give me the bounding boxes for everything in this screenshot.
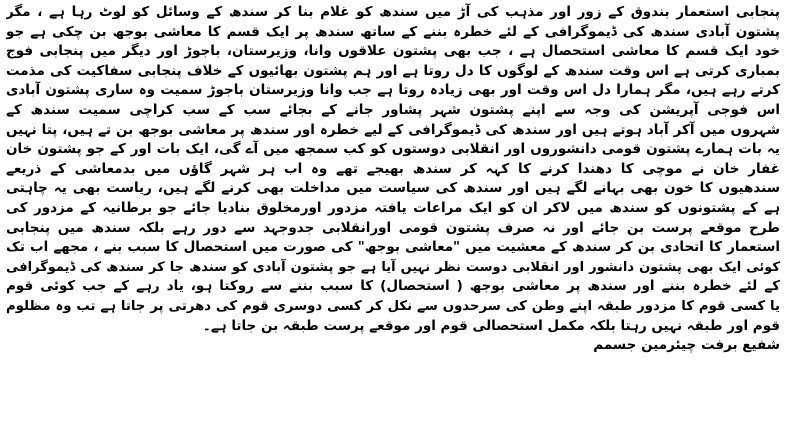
article-line: اس فوجی آپریشن کی وجہ سے اپنے پشتون شہر پشاور جانے کے بجائے سب کے سب کراچی سمیت سندھ کے <box>6 101 780 118</box>
article-line: پنجابی استعمار بندوق کے زور اور مذہب کی آڑ میں سندھ کو غلام بنا کر سندھ کے وسائل کو لوٹ رہا ہے ، مگر <box>6 4 780 20</box>
author-signature: شفیع برفت چیئرمین جسمم <box>593 337 780 354</box>
article-line: کوئی ایک بھی پشتون دانشور اور انقلابی دوست نظر نہیں آیا ہے جو پشتون آبادی کو سندھ جا کر سندھ کی ڈیموگرافی <box>6 259 780 275</box>
article-line: پشتون آبادی سندھ کی ڈیموگرافی کے لئے خطرہ بننے کے ساتھ سندھ پر ایک قسم کا معاشی بوجھ بن چکی ہے جو <box>6 23 780 40</box>
article-line: غفار خان نے موچی کا دھندا کرنے کا کہہ کر سندھ بھیجے تھے وہ اب ہر شہر گاؤں میں بدمعاشی کے ذریعے <box>6 160 780 177</box>
article-line: یا کسی قوم کا مزدور طبقہ اپنے وطن کی سرحدوں سے نکل کر کسی دوسری قوم کی دھرتی پر جاتا ہے تب وہ مظلوم <box>6 298 780 314</box>
article-line: قوم اور طبقہ نہیں رہتا بلکہ مکمل استحصالی قوم اور موقعے پرست طبقہ بن جاتا ہے۔ <box>202 317 780 334</box>
article-line: شہروں میں آکر آباد ہوتے ہیں اور سندھ کی ڈیموگرافی کے لیے خطرہ اور سندھ پر معاشی بوجھ بن تے ہیں، پتا نہیں <box>6 121 780 138</box>
article-line: سندھیوں کا خون بھی بہانے لگے ہیں اور سندھ کی سیاست میں مداخلت بھی کرنے لگے ہیں، ریاست بھی یہ چاہتی <box>6 180 780 197</box>
article-line: بمباری کرتی ہے اس وقت سندھ کے لوگوں کا دل روتا ہے اور ہم پشتون بھائیوں کے خلاف پنجابی سفاکیت کی مذمت <box>6 62 780 79</box>
article-line: ہے کے پشتونوں کو سندھ میں لاکر ان کو ایک مراعات یافتہ مزدور اورمخلوق بنادیا جائے جو برطانیہ کے مزدور کی <box>6 199 780 216</box>
article-line: استعمار کا اتحادی بن کر سندھ کے معشیت میں "معاشی بوجھ" کی صورت میں استحصال کا سبب بنے ، مجھے اب تک <box>6 239 780 256</box>
urdu-article-body <box>6 3 780 356</box>
article-line: کرتے رہے ہیں، مگر ہمارا دل اس وقت اور بھی زیادہ روتا ہے جب وانا وزیرستان باجوڑ سمیت وہ ساری پشتون آبادی <box>6 82 780 99</box>
article-line: طرح موقعے پرست بن جائے اور نہ صرف پشتون قومی اورانقلابی جدوجہد سے دور رہے بلکہ سندھ میں پنجابی <box>6 219 780 236</box>
article-line: کے لئے خطرہ بننے اور سندھ پر معاشی بوجھ ( استحصال) کا سبب بننے سے روکتا ہو، یاد رہے کے جب کوئی قوم <box>6 278 780 295</box>
article-line: یہ بات ہمارے پشتون قومی دانشوروں اور انقلابی دوستوں کو کب سمجھ میں آے گی، ایک بات اور کے جو پشتون خان <box>6 141 780 158</box>
article-line: خود ایک قسم کا معاشی استحصال ہے ، جب بھی پشتون علاقوں وانا، وزیرستان، باجوڑ اور دیگر میں پنجابی فوج <box>6 43 780 60</box>
